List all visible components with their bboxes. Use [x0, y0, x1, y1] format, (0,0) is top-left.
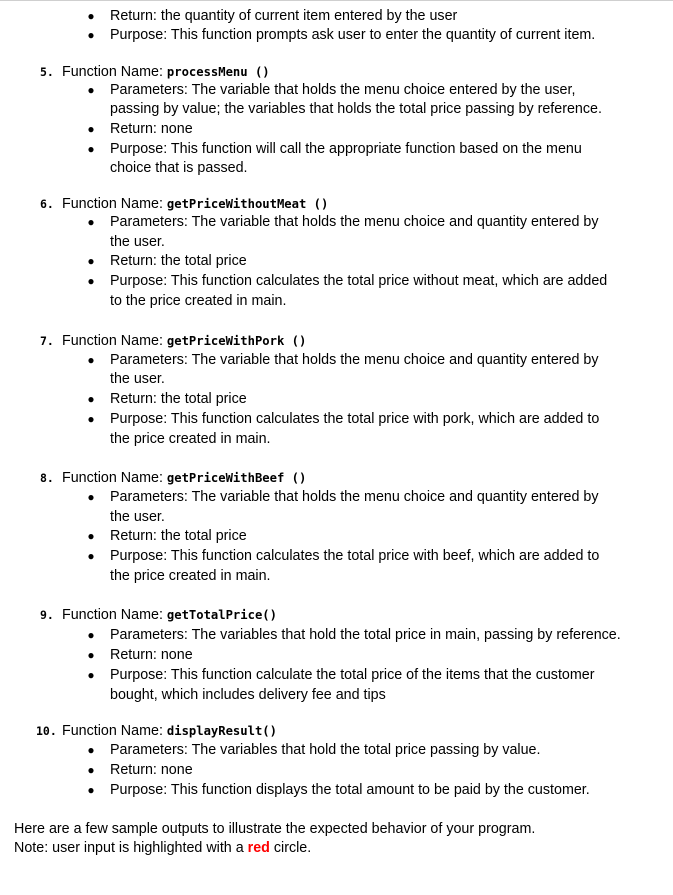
bullet-dot: ●	[87, 628, 95, 642]
bullet-text: Parameters: The variable that holds the menu choice and quantity entered by	[110, 489, 599, 505]
bullet-text: Purpose: This function calculates the total price with pork, which are added to	[110, 411, 600, 427]
function-heading	[62, 721, 277, 741]
item-number: 6.	[40, 197, 54, 211]
item-number: 5.	[40, 65, 54, 79]
bullet-text: Purpose: This function displays the total amount to be paid by the customer.	[110, 782, 590, 798]
bullet-text: Parameters: The variable that holds the menu choice entered by the user,	[110, 82, 576, 98]
function-name: getTotalPrice()	[166, 608, 277, 622]
bullet-text-cont: the user.	[110, 234, 165, 250]
bullet-text-cont: the price created in main.	[110, 431, 271, 447]
bullet-text: Purpose: This function calculates the total price without meat, which are added	[110, 273, 608, 289]
bullet-text: Return: the total price	[110, 391, 247, 407]
red-word: red	[247, 840, 270, 856]
intro-return-text: Return: the quantity of current item entered by the user	[110, 8, 458, 24]
function-label: Function Name:	[62, 470, 167, 486]
function-label: Function Name:	[62, 196, 167, 212]
note-suffix: circle.	[269, 840, 312, 856]
bullet-text: Purpose: This function calculates the total price with beef, which are added to	[110, 548, 600, 564]
bullet-dot: ●	[87, 549, 95, 563]
function-heading	[62, 468, 306, 488]
bullet-text: Return: none	[110, 762, 193, 778]
bullet-text-cont: passing by value; the variables that holds the total price passing by reference.	[110, 101, 602, 117]
bullet-dot: ●	[87, 763, 95, 777]
bullet-dot: ●	[87, 254, 95, 268]
bullet-dot: ●	[87, 668, 95, 682]
function-label: Function Name:	[62, 64, 167, 80]
bullet-text-cont: the user.	[110, 509, 165, 525]
bullet-text: Return: none	[110, 121, 193, 137]
sample-output-intro: Here are a few sample outputs to illustrate the expected behavior of your program.	[14, 821, 536, 837]
bullet-dot: ●	[87, 490, 95, 504]
bullet-dot: ●	[87, 392, 95, 406]
function-label: Function Name:	[62, 333, 167, 349]
bullet-dot: ●	[87, 529, 95, 543]
bullet-dot: ●	[87, 783, 95, 797]
bullet-text-cont: the price created in main.	[110, 568, 271, 584]
bullet-text: Return: the total price	[110, 528, 247, 544]
bullet-text-cont: bought, which includes delivery fee and tips	[110, 687, 386, 703]
function-label: Function Name:	[62, 723, 167, 739]
bullet-text: Parameters: The variables that hold the total price in main, passing by reference.	[110, 627, 621, 643]
bullet-text: Parameters: The variables that hold the total price passing by value.	[110, 742, 541, 758]
function-name: getPriceWithBeef ()	[166, 471, 307, 485]
function-heading	[62, 194, 328, 214]
function-heading	[62, 62, 270, 82]
function-name: displayResult()	[166, 724, 277, 738]
bullet-dot: ●	[87, 122, 95, 136]
function-label: Function Name:	[62, 607, 167, 623]
bullet-text: Return: the total price	[110, 253, 247, 269]
bullet-dot: ●	[87, 83, 95, 97]
bullet-dot: ●	[87, 142, 95, 156]
bullet-text-cont: to the price created in main.	[110, 293, 287, 309]
bullet-text-cont: the user.	[110, 371, 165, 387]
bullet-dot: ●	[87, 274, 95, 288]
function-name: getPriceWithoutMeat ()	[166, 197, 329, 211]
bullet-dot: ●	[87, 412, 95, 426]
item-number: 7.	[40, 334, 54, 348]
item-number: 9.	[40, 608, 54, 622]
bullet-text: Return: none	[110, 647, 193, 663]
bullet-dot: ●	[87, 353, 95, 367]
bullet-text: Parameters: The variable that holds the menu choice and quantity entered by	[110, 214, 599, 230]
bullet-dot: ●	[87, 28, 95, 42]
top-divider	[0, 0, 673, 1]
bullet-text: Parameters: The variable that holds the menu choice and quantity entered by	[110, 352, 599, 368]
bullet-text: Purpose: This function calculate the total price of the items that the customer	[110, 667, 595, 683]
note-prefix: Note: user input is highlighted with a	[14, 840, 248, 856]
bullet-dot: ●	[87, 648, 95, 662]
function-name: processMenu ()	[166, 65, 270, 79]
function-heading	[62, 331, 306, 351]
function-heading	[62, 605, 277, 625]
bullet-text-cont: choice that is passed.	[110, 160, 248, 176]
function-name: getPriceWithPork ()	[166, 334, 307, 348]
item-number: 10.	[36, 724, 57, 738]
bullet-dot: ●	[87, 9, 95, 23]
intro-purpose-text: Purpose: This function prompts ask user to enter the quantity of current item.	[110, 27, 596, 43]
bullet-dot: ●	[87, 743, 95, 757]
input-highlight-note	[14, 838, 311, 858]
item-number: 8.	[40, 471, 54, 485]
bullet-dot: ●	[87, 215, 95, 229]
bullet-text: Purpose: This function will call the appropriate function based on the menu	[110, 141, 582, 157]
